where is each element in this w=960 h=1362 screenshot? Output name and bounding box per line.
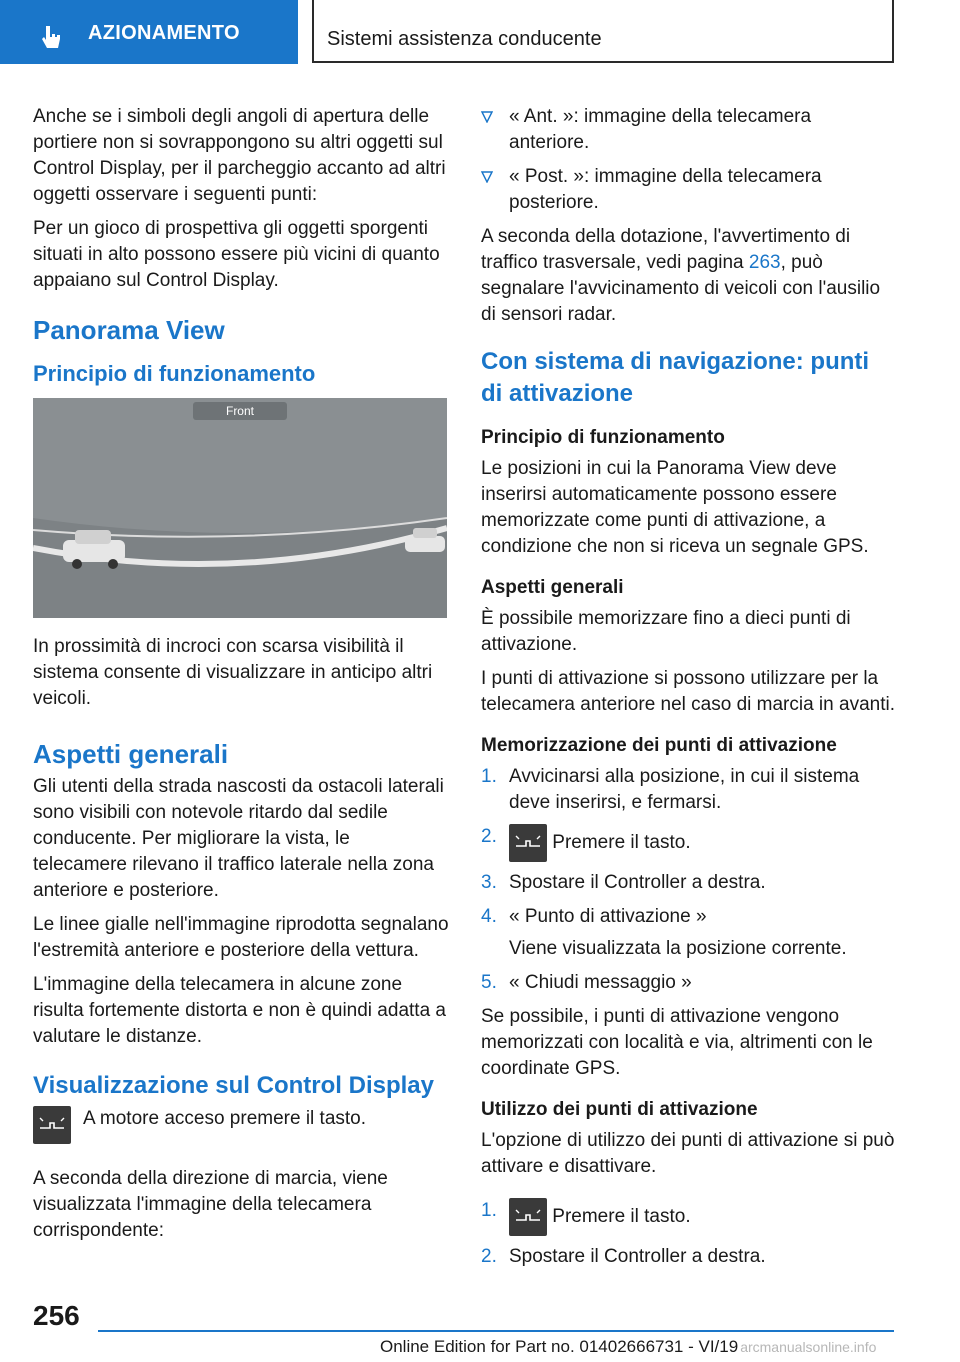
list-item [481, 824, 895, 862]
camera-key-icon [514, 1208, 542, 1226]
intro-paragraph-2: Per un gioco di prospettiva gli oggetti sporgenti situati in alto possono essere più vicini di quanto appaiano sul Control Display. [33, 218, 440, 291]
footer-edition-text: Online Edition for Part no. 01402666731 - VI/19 [380, 1337, 739, 1356]
visual-paragraph-1: A motore acceso premere il tasto. [83, 1108, 367, 1129]
camera-key-button [509, 824, 547, 862]
principio-right-text: Le posizioni in cui la Panorama View deve inserirsi automaticamente possono essere memorizzate come punti di attivazione, a condizione che non si riceva un segnale GPS. [481, 458, 869, 557]
camera-key-icon [514, 834, 542, 852]
camera-bullet-list [481, 104, 895, 216]
step-text: Premere il tasto. [547, 1206, 691, 1228]
utilizzo-steps [481, 1198, 895, 1270]
heading-visualizzazione: Visualizzazione sul Control Display [33, 1072, 434, 1099]
dotazione-paragraph [481, 224, 895, 328]
step-number: 1. [481, 766, 497, 787]
list-item [481, 1198, 895, 1236]
heading-navigazione: Con sistema di navigazione: punti di attivazione [481, 348, 870, 407]
visual-paragraph-2: A seconda della direzione di marcia, viene visualizzata l'immagine della telecamera corrispondente: [33, 1168, 388, 1241]
section-tab [0, 0, 298, 64]
aspetti-paragraph-3: L'immagine della telecamera in alcune zone risulta fortemente distorta e non è quindi adatta a valutare le distanze. [33, 974, 446, 1047]
list-item [481, 970, 895, 996]
bullet-item [481, 104, 895, 156]
section-title: AZIONAMENTO [88, 22, 240, 44]
hand-pointer-icon [38, 24, 66, 52]
page-reference-link[interactable]: 263 [748, 252, 781, 273]
dotazione-text-b: , può segnalare l'avvicinamento di veicoli con l'ausilio di sensori radar. [481, 252, 881, 325]
bullet-text: « Post. »: immagine della telecamera posteriore. [509, 166, 822, 213]
image-front-label: Front [225, 404, 255, 418]
step-number: 3. [481, 872, 497, 893]
camera-key-button [33, 1106, 71, 1144]
chapter-header [312, 0, 894, 63]
chapter-title: Sistemi assistenza conducente [327, 28, 602, 50]
heading-utilizzo: Utilizzo dei punti di attivazione [481, 1099, 758, 1120]
step-subtext: Viene visualizzata la posizione corrente. [509, 938, 847, 959]
triangle-bullet-icon [481, 171, 493, 183]
step-text: « Chiudi messaggio » [509, 972, 692, 993]
aspetti-paragraph-2: Le linee gialle nell'immagine riprodotta segnalano l'estremità anteriore e posteriore della vettura. [33, 914, 449, 961]
step-text: Spostare il Controller a destra. [509, 872, 766, 893]
footer-edition [380, 1337, 876, 1357]
heading-principio-right: Principio di funzionamento [481, 427, 725, 448]
bullet-text: « Ant. »: immagine della telecamera anteriore. [509, 106, 812, 153]
footer-divider [98, 1330, 894, 1332]
heading-memorizzazione: Memorizzazione dei punti di attivazione [481, 735, 837, 756]
step-text: Premere il tasto. [547, 832, 691, 854]
aspetti-right-p1: È possibile memorizzare fino a dieci punti di attivazione. [481, 608, 851, 655]
right-column [481, 104, 895, 1278]
camera-view-image [33, 398, 447, 618]
step-number: 2. [481, 1246, 497, 1267]
list-item [481, 1244, 895, 1270]
utilizzo-paragraph: L'opzione di utilizzo dei punti di attivazione si può attivare e disattivare. [481, 1130, 895, 1177]
camera-key-icon [38, 1116, 66, 1134]
step-number: 5. [481, 972, 497, 993]
list-item [481, 904, 895, 962]
heading-principio: Principio di funzionamento [33, 361, 316, 386]
memo-after-paragraph: Se possibile, i punti di attivazione vengono memorizzati con località e via, altrimenti con le coordinate GPS. [481, 1006, 873, 1079]
list-item [481, 764, 895, 816]
left-column [33, 104, 449, 1252]
step-number: 1. [481, 1200, 497, 1221]
page-number: 256 [33, 1300, 80, 1331]
dotazione-text-a: A seconda della dotazione, l'avvertimento di traffico trasversale, vedi pagina [481, 226, 851, 273]
list-item [481, 870, 895, 896]
step-number: 2. [481, 826, 497, 847]
step-text: Avvicinarsi alla posizione, in cui il sistema deve inserirsi, e fermarsi. [509, 766, 860, 813]
step-text: « Punto di attivazione » [509, 906, 707, 927]
memorizzazione-steps [481, 764, 895, 996]
heading-aspetti: Aspetti generali [33, 739, 229, 769]
visual-row [33, 1106, 449, 1144]
heading-panorama-view: Panorama View [33, 315, 225, 345]
camera-key-button [509, 1198, 547, 1236]
principio-text: In prossimità di incroci con scarsa visibilità il sistema consente di visualizzare in anticipo altri veicoli. [33, 636, 433, 709]
intro-paragraph-1: Anche se i simboli degli angoli di apertura delle portiere non si sovrappongono su altri oggetti sul Control Display, per il parcheggio accanto ad altri oggetti osservare i seguenti punti: [33, 106, 446, 205]
aspetti-right-p2: I punti di attivazione si possono utilizzare per la telecamera anteriore nel caso di marcia in avanti. [481, 668, 895, 715]
triangle-bullet-icon [481, 111, 493, 123]
bullet-item [481, 164, 895, 216]
aspetti-paragraph-1: Gli utenti della strada nascosti da ostacoli laterali sono visibili con notevole ritardo dal sedile conducente. Per migliorare la vista, le telecamere rilevano il traffico laterale nella zona anteriore e posteriore. [33, 776, 444, 901]
watermark-text: arcmanualsonline.info [740, 1339, 877, 1355]
heading-aspetti-right: Aspetti generali [481, 577, 624, 598]
step-text: Spostare il Controller a destra. [509, 1246, 766, 1267]
step-number: 4. [481, 906, 497, 927]
